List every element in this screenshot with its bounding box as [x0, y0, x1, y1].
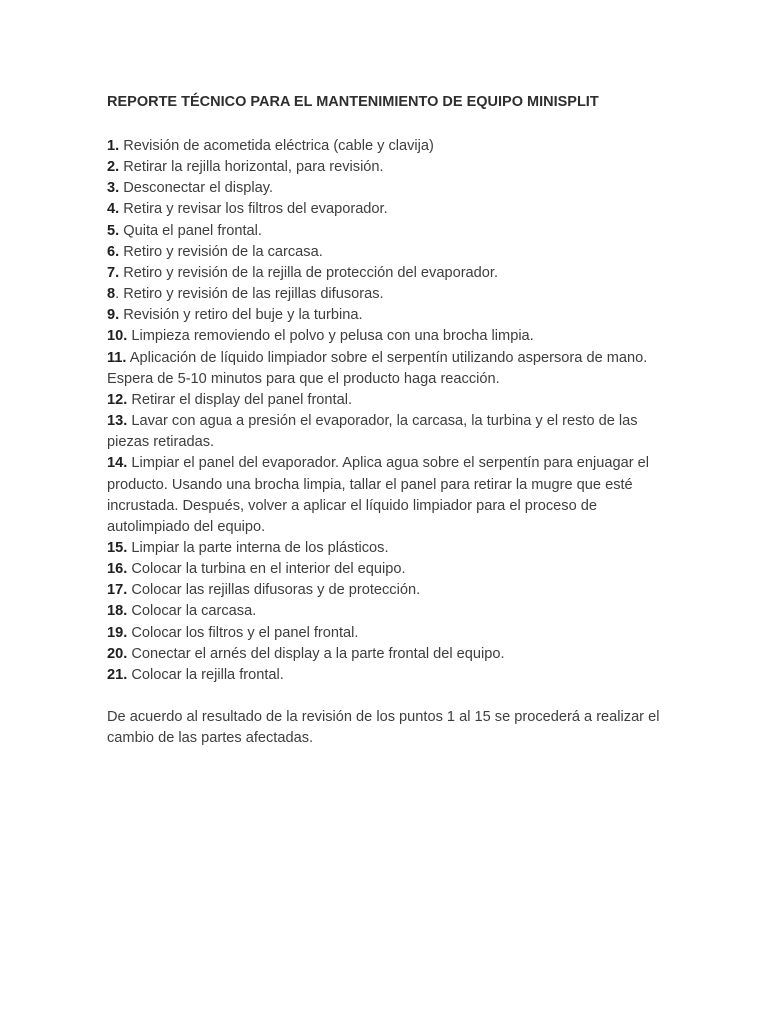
step-item: [107, 263, 663, 284]
step-number: 11.: [107, 349, 127, 366]
step-number: 1.: [107, 138, 120, 154]
step-number: 16.: [107, 561, 128, 578]
step-item: [107, 326, 663, 347]
step-number: 13.: [107, 413, 128, 430]
step-number: 15.: [107, 539, 128, 556]
step-number: 20.: [107, 645, 128, 662]
step-item: [107, 178, 663, 199]
step-text: Desconectar el display.: [123, 180, 274, 197]
step-number: 8: [107, 286, 116, 303]
step-item: [107, 538, 663, 559]
steps-list: [107, 136, 663, 686]
step-item: [107, 284, 663, 305]
step-number: 18.: [107, 603, 128, 620]
step-text: Colocar la turbina en el interior del equipo.: [131, 561, 406, 578]
step-item: [107, 221, 663, 242]
step-text: Limpieza removiendo el polvo y pelusa con una brocha limpia.: [131, 328, 534, 345]
step-text: Colocar las rejillas difusoras y de protección.: [131, 582, 421, 599]
step-item: [107, 665, 663, 686]
step-text: Colocar los filtros y el panel frontal.: [131, 624, 359, 641]
conclusion-paragraph: De acuerdo al resultado de la revisión de los puntos 1 al 15 se procederá a realizar el cambio de las partes afectadas.: [107, 709, 660, 747]
step-number: 14.: [107, 455, 128, 472]
step-text: Colocar la rejilla frontal.: [131, 666, 284, 683]
document-page: [107, 93, 663, 749]
step-number: 17.: [107, 582, 128, 599]
step-text: Retira y revisar los filtros del evaporador.: [123, 201, 388, 218]
step-item: [107, 601, 663, 622]
step-item: [107, 305, 663, 326]
step-item: [107, 390, 663, 411]
step-text: . Retiro y revisión de las rejillas difusoras.: [115, 286, 384, 303]
step-number: 21.: [107, 666, 128, 683]
step-text: Lavar con agua a presión el evaporador, la carcasa, la turbina y el resto de las piezas retiradas.: [107, 413, 638, 451]
step-text: Retiro y revisión de la carcasa.: [123, 243, 323, 260]
step-text: Colocar la carcasa.: [131, 603, 257, 620]
step-text: Revisión de acometida eléctrica (cable y clavija): [123, 138, 434, 154]
step-number: 12.: [107, 391, 128, 408]
step-number: 19.: [107, 624, 128, 641]
step-number: 6.: [107, 243, 120, 260]
step-item: [107, 580, 663, 601]
step-item: [107, 157, 663, 178]
step-item: [107, 411, 663, 453]
document-title: REPORTE TÉCNICO PARA EL MANTENIMIENTO DE EQUIPO MINISPLIT: [107, 94, 599, 110]
step-item: [107, 199, 663, 220]
step-item: [107, 453, 663, 538]
step-number: 4.: [107, 201, 120, 218]
step-number: 9.: [107, 307, 120, 324]
step-number: 10.: [107, 328, 128, 345]
step-item: [107, 348, 663, 390]
step-item: [107, 644, 663, 665]
step-text: Retirar el display del panel frontal.: [131, 391, 353, 408]
step-number: 2.: [107, 159, 120, 176]
step-item: [107, 136, 663, 157]
step-text: Limpiar la parte interna de los plásticos.: [131, 539, 389, 556]
step-text: Limpiar el panel del evaporador. Aplica agua sobre el serpentín para enjuagar el producto. Usando una brocha limpia, tallar el panel para retirar la mugre que esté incrustada. Después, volver a aplicar el líquido limpiador para el proceso de autolimpiado del equipo.: [107, 455, 649, 535]
step-item: [107, 559, 663, 580]
step-text: Retiro y revisión de la rejilla de protección del evaporador.: [123, 264, 499, 281]
step-text: Revisión y retiro del buje y la turbina.: [123, 307, 363, 324]
step-item: [107, 623, 663, 644]
step-text: Quita el panel frontal.: [123, 222, 262, 239]
step-number: 3.: [107, 180, 120, 197]
step-text: Aplicación de líquido limpiador sobre el serpentín utilizando aspersora de mano. Espera de 5-10 minutos para que el producto haga reacción.: [107, 349, 648, 387]
step-number: 5.: [107, 222, 120, 239]
step-item: [107, 242, 663, 263]
step-number: 7.: [107, 264, 120, 281]
step-text: Conectar el arnés del display a la parte frontal del equipo.: [131, 645, 505, 662]
step-text: Retirar la rejilla horizontal, para revisión.: [123, 159, 384, 176]
